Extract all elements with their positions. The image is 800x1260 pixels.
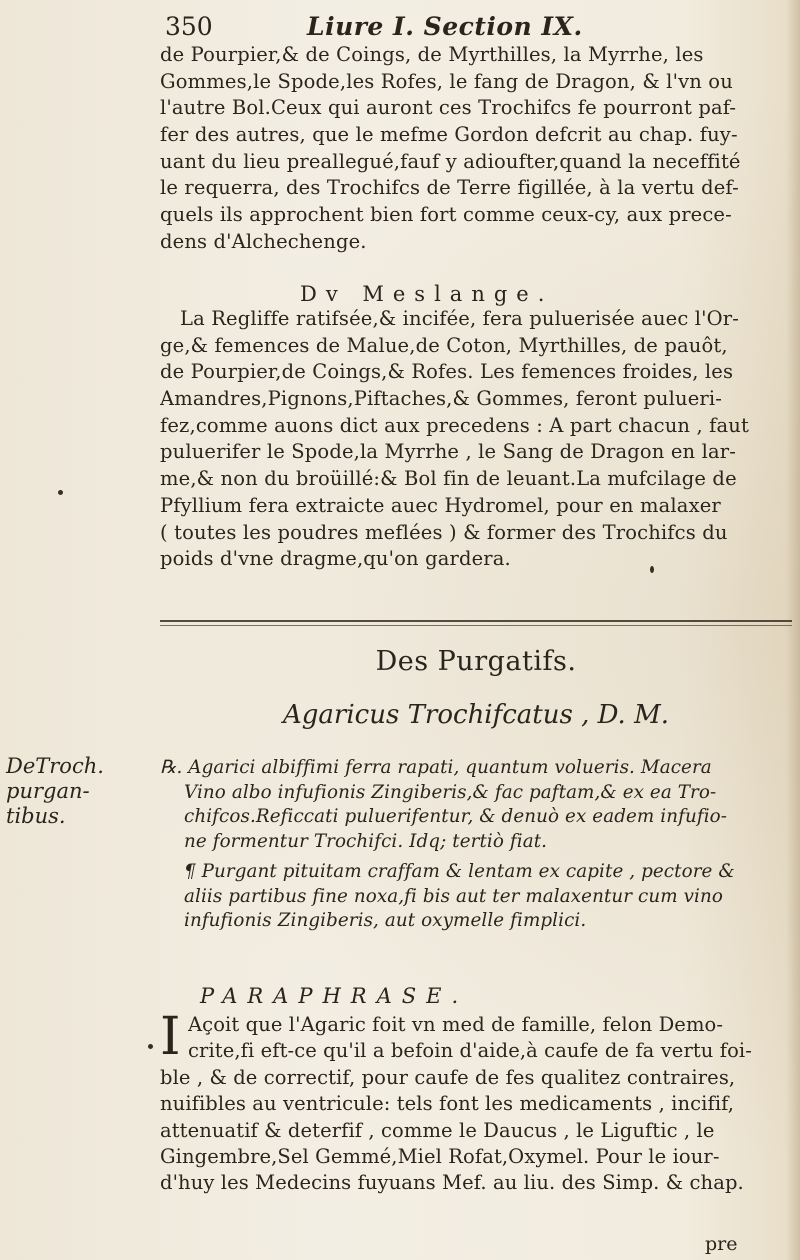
text-line: Amandres,Pignons,Piftaches,& Gommes, feront pulueri- xyxy=(160,387,723,411)
meslange-heading: Dv Meslange. xyxy=(300,282,554,306)
text-line: nuifibles au ventricule: tels font les medicaments , incifif, xyxy=(160,1092,735,1116)
text-line: ge,& femences de Malue,de Coton, Myrthilles, de pauôt, xyxy=(160,333,728,357)
text-line: uant du lieu preallegué,fauf y adioufter,quand la neceffité xyxy=(160,149,741,173)
text-line: puluerifer le Spode,la Myrrhe , le Sang de Dragon en lar- xyxy=(160,440,736,464)
text-line: chifcos.Reficcati puluerifentur, & denuò ex eadem infufio- xyxy=(184,806,728,828)
text-line: ¶ Purgant pituitam craffam & lentam ex capite , pectore & xyxy=(184,861,735,882)
ink-speck xyxy=(148,1044,153,1049)
margin-note-line: purgan- xyxy=(6,779,90,803)
text-line: l'autre Bol.Ceux qui auront ces Trochifcs fe pourront paf- xyxy=(160,96,737,120)
text-line: Gommes,le Spode,les Rofes, le fang de Dragon, & l'vn ou xyxy=(160,69,733,93)
section-divider xyxy=(160,620,792,626)
text-line: fer des autres, que le mefme Gordon defcrit au chap. fuy- xyxy=(160,123,738,147)
text-line: ble , & de correctif, pour caufe de fes qualitez contraires, xyxy=(160,1065,736,1089)
text-line: d'huy les Medecins fuyuans Mef. au liu. des Simp. & chap. xyxy=(160,1171,744,1195)
paraphrase-text xyxy=(160,1007,792,1197)
running-title: Liure I. Section IX. xyxy=(307,12,583,41)
ink-speck xyxy=(650,566,654,573)
text-line: La Regliffe ratifsée,& incifée, fera puluerisée auec l'Or- xyxy=(180,307,740,330)
text-line: infufionis Zingiberis, aut oxymelle fimplici. xyxy=(184,910,587,932)
margin-note-line: DeTroch. xyxy=(6,754,104,778)
running-head xyxy=(165,10,605,44)
text-line: de Pourpier,de Coings,& Rofes. Les femences froides, les xyxy=(160,360,734,384)
recipe-note xyxy=(160,860,792,934)
text-line: fez,comme auons dict aux precedens : A part chacun , faut xyxy=(160,413,749,437)
catchword: pre xyxy=(705,1233,738,1255)
text-line: aliis partibus fine noxa,fi bis aut ter malaxentur cum vino xyxy=(184,885,723,907)
text-line: ( toutes les poudres meflées ) & former des Trochifcs du xyxy=(160,520,728,544)
text-line: le requerra, des Trochifcs de Terre figillée, à la vertu def- xyxy=(160,176,739,200)
paraphrase-heading: PARAPHRASE. xyxy=(200,984,469,1008)
margin-note xyxy=(6,754,156,829)
text-line: dens d'Alchechenge. xyxy=(160,229,367,253)
page-number: 350 xyxy=(165,12,213,41)
text-line: Gingembre,Sel Gemmé,Miel Rofat,Oxymel. Pour le iour- xyxy=(160,1144,720,1168)
section-title: Des Purgatifs. xyxy=(375,646,577,677)
text-line: Pfyllium fera extraicte auec Hydromel, pour en malaxer xyxy=(160,493,721,517)
recipe-title: Agaricus Trochifcatus , D. M. xyxy=(283,700,669,730)
drop-cap: I xyxy=(160,1007,181,1067)
opening-paragraph xyxy=(160,42,792,256)
text-line: crite,fi eft-ce qu'il a befoin d'aide,à caufe de fa vertu foi- xyxy=(188,1039,752,1063)
text-line: de Pourpier,& de Coings, de Myrthilles, la Myrrhe, les xyxy=(160,43,704,66)
text-line: ne formentur Trochifci. Idq; tertiò fiat. xyxy=(184,830,548,852)
text-line: ℞. Agarici albiffimi ferra rapati, quantum volueris. Macera xyxy=(160,757,712,778)
text-line: Açoit que l'Agaric foit vn med de famille, felon Demo- xyxy=(188,1013,724,1036)
ink-speck xyxy=(58,490,63,495)
text-line: quels ils approchent bien fort comme ceux-cy, aux prece- xyxy=(160,203,732,227)
text-line: attenuatif & deterfif , comme le Daucus , le Liguftic , le xyxy=(160,1118,715,1142)
recipe-text xyxy=(160,756,792,854)
text-line: me,& non du broüillé:& Bol fin de leuant.La mufcilage de xyxy=(160,467,737,491)
text-line: Vino albo infufionis Zingiberis,& fac paftam,& ex ea Tro- xyxy=(184,781,717,803)
margin-note-line: tibus. xyxy=(6,804,66,828)
meslange-paragraph xyxy=(160,306,792,573)
text-line: poids d'vne dragme,qu'on gardera. xyxy=(160,547,511,571)
